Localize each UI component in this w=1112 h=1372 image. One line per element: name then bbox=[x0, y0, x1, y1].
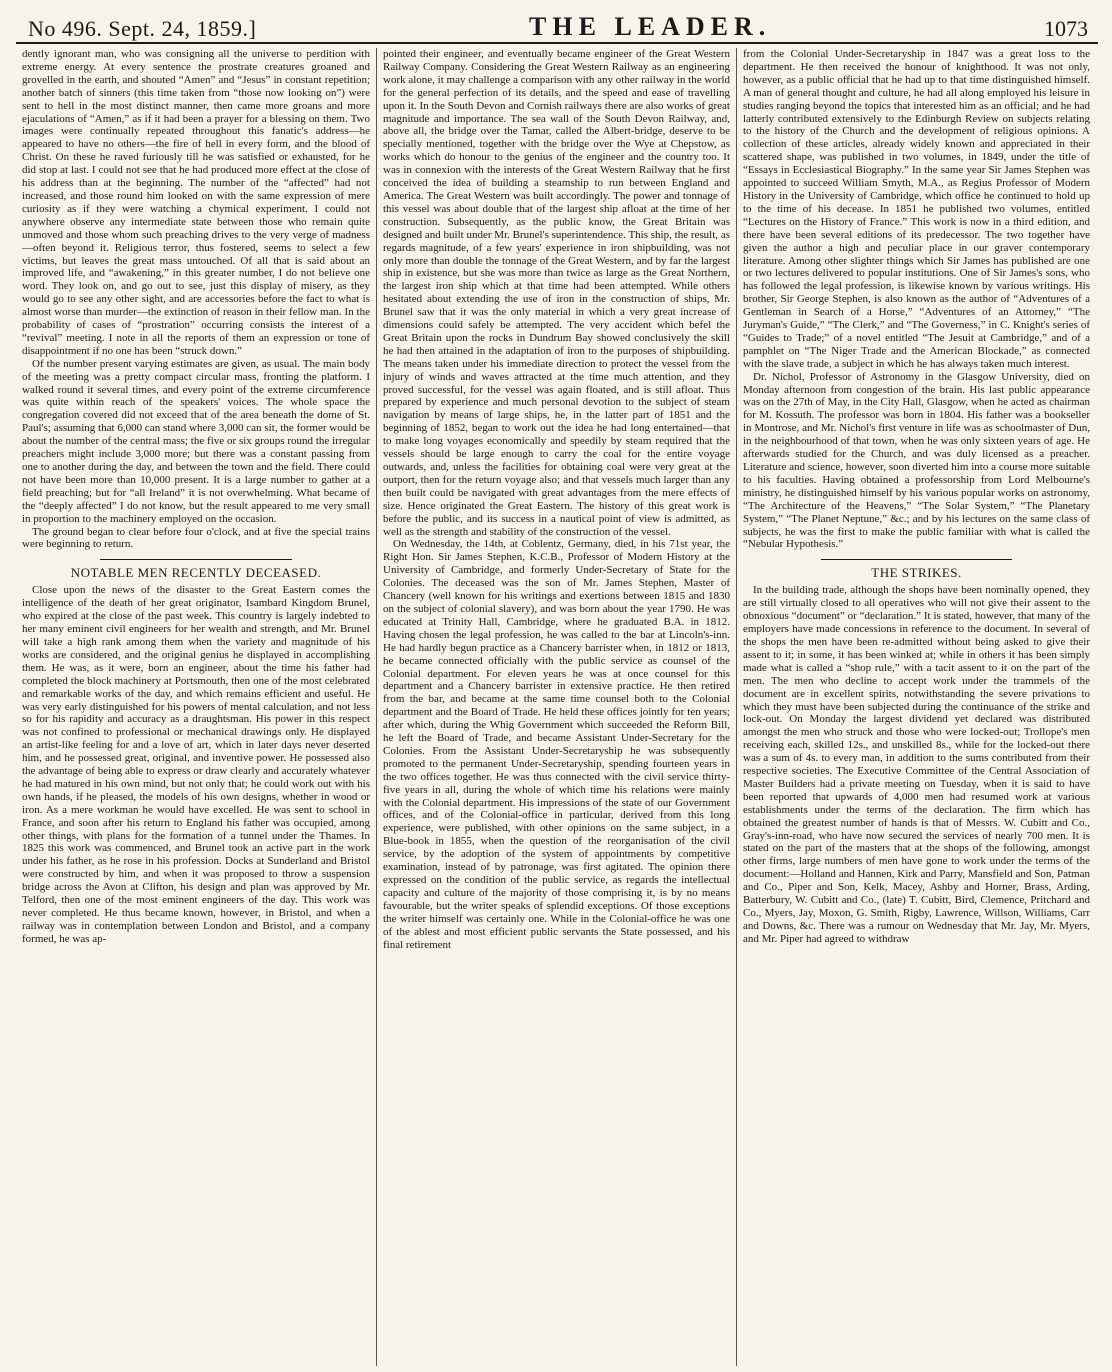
page-number: 1073 bbox=[1044, 16, 1088, 41]
columns bbox=[16, 48, 1098, 1366]
divider bbox=[821, 559, 1012, 560]
paragraph: In the building trade, although the shops have been nominally opened, they are still virtually closed to all operatives who will not give their assent to the obnoxious “document” or “declaration.” It is stated, however, that many of the employers have made concessions in reference to the document. In several of the shops the men have been re-admitted without being asked to give their assent to it; in some, it has been winked at; while in others it has been simply made what is called a “shop rule,” with a tacit assent to it on the part of the men. The men who decline to accept work under the trammels of the document are in excellent spirits, notwithstanding the severe privations to which they must have been subjected during the continuance of the strike and lock-out. On Monday the largest dividend yet declared was distributed amongst the men who struck and those who were locked-out; Trollope's men receiving each, skilled 12s., and unskilled 8s., while for the locked-out there was a sum of 4s. to every man, in addition to the sums contributed from their respective societies. The Executive Committee of the Central Association of Master Builders had a private meeting on Tuesday, when it is said to have been reported that upwards of 4,000 men had resumed work at various establishments under the terms of the declaration. The firm which has obtained the greatest number of hands is that of Messrs. W. Cubitt and Co., Gray's-inn-road, who have now secured the services of nearly 700 men. It is stated on the part of the masters that at the shops of the following, amongst other firms, large numbers of men have gone to work under the terms of the document:—Holland and Hannen, Kirk and Parry, Mansfield and Son, Patman and Co., Piper and Son, Kelk, Macey, Ashby and Horner, Brass, Arding, Batterbury, W. Cubitt and Co., (late) T. Cubitt, Bird, Clemence, Pritchard and Co., Myers, Jay, Moxon, G. Smith, Rigby, Lawrence, Willson, Williams, Carr and Downs, &c. There was a rumour on Wednesday that Mr. Jay, Mr. Myers, and Mr. Piper had agreed to withdraw bbox=[743, 584, 1090, 945]
paragraph: from the Colonial Under-Secretaryship in 1847 was a great loss to the department. He then received the honour of knighthood. It was not only, however, as a public official that he had up to that time distinguished himself. A man of general thought and culture, he had all along employed his leisure in studies ranging beyond the topics that interested him as an official; and he had latterly contributed extensively to the Edinburgh Review on subjects relating to the history of the Church and the development of religious opinions. A collection of these articles, already widely known and appreciated in their scattered shape, was published in two volumes, in 1849, under the title of “Essays in Ecclesiastical Biography.” In the same year Sir James Stephen was appointed to succeed William Smyth, M.A., as Regius Professor of Modern History in the University of Cambridge, which office he continued to hold up to the time of his decease. In 1851 he published two volumes, entitled “Lectures on the History of France.” This work is now in a third edition, and there have been several editions of its predecessor. The two together have given the author a high and peculiar place in our graver contemporary literature. Among other slighter things which Sir James has published are one or two lectures delivered to popular institutions. One of Sir James's sons, who has followed the legal profession, is likewise known by various writings. His brother, Sir George Stephen, is also known as the author of “Adventures of a Gentleman in Search of a Horse,” “Adventures of an Attorney,” “The Juryman's Guide,” “The Clerk,” and “The Governess,” in C. Knight's series of “Guides to Trade;” of a novel entitled “The Jesuit at Cambridge,” and of a pamphlet on “The Niger Trade and the American Blockade,” as connected with the slave trade, a subject in which he has always taken much interest. bbox=[743, 48, 1090, 370]
column-2 bbox=[376, 48, 736, 1366]
paragraph: The ground began to clear before four o'clock, and at five the special trains were beginning to return. bbox=[22, 525, 370, 551]
column-1 bbox=[16, 48, 376, 1366]
masthead-title: THE LEADER. bbox=[529, 12, 772, 41]
paragraph: dently ignorant man, who was consigning all the universe to perdition with extreme energy. At every sentence the prostrate creatures groaned and grovelled in the earth, and shouted “Amen” and “Jesus” in constant repetition; another batch of sinners (this time taken from “those now looking on”) were sent to hell in the most distinct manner, then came more groans and more ejaculations of “Amen,” as if it had been a prayer for a blessing on them. Two images were continually repeated throughout this fanatic's address—he appeared to have no others—the fire of hell in every form, and the blood of Christ. On these he raved furiously till he was satisfied or exhausted, for he did stop at last. I could not see that he had produced more effect at the close of his address than at the beginning. The number of the “affected” had not increased, and those round him looked on with the same expression of mere curiosity as if they were watching a chymical experiment. I could not anywhere observe any intermediate state between those who remain quite unmoved and those whom such preaching drives to the very verge of madness—often beyond it. Religious terror, thus fostered, seems to select a few victims, but leaves the great mass untouched. Of all that is said about an improved life, and “awakening,” in this greater number, I do not believe one word. They look on, and go out to see, just this display of misery, as they would go to see any other sight, and are accessories before the fact to what is almost worse than murder—the extinction of reason in their fellow man. In the probability of cases of “prostration” occurring consists the interest of a “revival” meeting. I note in all the reports of them an expression or tone of disappointment if no one has been “struck down.” bbox=[22, 48, 370, 357]
column-3 bbox=[736, 48, 1096, 1366]
issue-date: No 496. Sept. 24, 1859.] bbox=[28, 16, 257, 41]
page-header bbox=[16, 8, 1098, 44]
paragraph: Dr. Nichol, Professor of Astronomy in the Glasgow University, died on Monday afternoon from congestion of the brain. His last public appearance was on the 27th of May, in the City Hall, Glasgow, when he acted as chairman for M. Kossuth. The professor was born in 1804. His father was a bookseller in Montrose, and Mr. Nichol's first venture in life was as schoolmaster of Dun, in the neighbourhood of that town, when he was only sixteen years of age. He afterwards studied for the Church, and was duly licensed as a preacher. Literature and science, however, soon diverted him into a course more suitable to his faculties. Having obtained a professorship from Lord Melbourne's ministry, he distinguished himself by his various popular works on astronomy, “The Architecture of the Heavens,” “The Solar System,” “The Planetary System,” “The Planet Neptune,” &c.; and by his lectures on the same class of subjects, he was the first to make the public familiar with what is called the “Nebular Hypothesis.” bbox=[743, 370, 1090, 551]
paragraph: pointed their engineer, and eventually became engineer of the Great Western Railway Company. Considering the Great Western Railway as an engineering work alone, it may challenge a comparison with any other railway in the world for the general perfection of its details, and the speed and ease of travelling upon it. In the South Devon and Cornish railways there are also works of great magnitude and importance. The sea wall of the South Devon Railway, and, above all, the bridge over the Tamar, called the Albert-bridge, deserve to be specially mentioned, together with the bridge over the Wye at Chepstow, as works which do honour to the genius of the engineer and the country too. It was in connexion with the interests of the Great Western Railway that he first conceived the idea of building a steamship to run between England and America. The Great Western was built accordingly. The power and tonnage of this vessel was about double that of the largest ship afloat at the time of her construction. Subsequently, as the public know, the Great Britain was designed and built under Mr. Brunel's superintendence. This ship, the result, as regards magnitude, of a few years' experience in iron shipbuilding, was not only more than double the tonnage of the Great Western, and by far the largest ship in existence, but she was more than twice as large as the Great Northern, the largest iron ship which at that time had been attempted. While others hesitated about extending the use of iron in the construction of ships, Mr. Brunel saw that it was the only material in which a very great increase of dimensions could safely be attempted. The very accident which befel the Great Britain upon the rocks in Dundrum Bay showed conclusively the skill he had then attained in the adaptation of iron to the purposes of shipbuilding. The means taken under his immediate direction to protect the vessel from the injury of winds and waves attracted at the time much attention, and they proved successful, for the vessel was again floated, and is still afloat. Thus prepared by experience and much personal devotion to the subject of steam navigation by means of large ships, he, in the latter part of 1851 and the beginning of 1852, began to work out the idea he had long entertained—that to make long voyages economically and speedily by steam required that the vessels should be large enough to carry the coal for the entire voyage outwards, and, unless the facilities for obtaining coal were very great at the outport, then for the return voyage also; and that vessels much larger than any then built could be navigated with great advantages from the mere effects of size. Hence originated the Great Eastern. The history of this great work is before the public, and its success in a nautical point of view is admitted, as well as the strength and stability of the construction of the vessel. bbox=[383, 48, 731, 538]
section-heading: THE STRIKES. bbox=[871, 565, 962, 581]
divider bbox=[100, 559, 291, 560]
paragraph: Close upon the news of the disaster to the Great Eastern comes the intelligence of the death of her great originator, Isambard Kingdom Brunel, who expired at the close of the past week. This country is largely indebted to her many eminent civil engineers for her wealth and strength, and Mr. Brunel will take a high rank among them when the variety and magnitude of his works are considered, and the original genius he displayed in accomplishing them. He was, as it were, born an engineer, about the time his father had completed the block machinery at Portsmouth, then one of the most celebrated and remarkable works of the day, and which remains efficient and useful. He was very early distinguished for his powers of mental calculation, and not less so for his rapidity and accuracy as a draughtsman. His power in this respect was not confined to professional or mechanical drawings only. He displayed an artist-like feeling for and a love of art, which in later days never deserted him, and he possessed great, original, and inventive power. He possessed also the advantage of being able to express or draw clearly and accurately whatever he had matured in his own mind, but not only that; he could work out with his own hands, if he pleased, the models of his own designs, whether in wood or iron. As a mere workman he would have excelled. He was sent to school in France, and soon after his return to England his father was occupied, among other things, with plans for the formation of a tunnel under the Thames. In 1825 this work was commenced, and Brunel took an active part in the work under his father, as he rose in his profession. Docks at Sunderland and Bristol were constructed by him, and when it was proposed to throw a suspension bridge across the Avon at Clifton, his design and plan was approved by Mr. Telford, then one of the most eminent engineers of the day. This work was never completed. He thus became known, however, in Bristol, and when a railway was in contemplation between London and Bristol, and a company formed, he was ap- bbox=[22, 584, 370, 945]
paragraph: Of the number present varying estimates are given, as usual. The main body of the meeting was a pretty compact circular mass, fronting the platform. I walked round it several times, and every point of the extreme circumference was quite within reach of the speakers' voices. The whole space the congregation covered did not exceed that of the area beneath the dome of St. Paul's; assuming that 6,000 can stand where 3,000 can sit, the former would be about the number of the central mass; the five or six groups round the irregular preachers might include 3,000 more; but there was a constant passing from one to another during the day, and between the town and the field. There could not have been more than 10,000 present. It is a large number to gather at a field preaching; but for “all Ireland” it is not overwhelming. What became of the “deeply affected” I do not know, but the result appeared to me very small in proportion to the machinery employed on the occasion. bbox=[22, 357, 370, 525]
section-heading: NOTABLE MEN RECENTLY DECEASED. bbox=[70, 565, 322, 581]
paragraph: On Wednesday, the 14th, at Coblentz, Germany, died, in his 71st year, the Right Hon. Sir James Stephen, K.C.B., Professor of Modern History at the University of Cambridge, and formerly Under-Secretary of State for the Colonies. The deceased was the son of Mr. James Stephen, Master of Chancery (well known for his writings and exertions between 1815 and 1830 on the subject of colonial slavery), and was born about the year 1790. He was educated at Trinity Hall, Cambridge, where he graduated B.A. in 1812. Having chosen the legal profession, he was called to the bar at Lincoln's-inn. He had hardly begun practice as a Chancery barrister when, in 1812 or 1813, he became connected officially with the public service as counsel of the Colonial department. For eleven years he was at once counsel for this department and a Chancery barrister in extensive practice. He then retired from the bar, and became at the same time counsel both to the Colonial department and the Board of Trade. He held these offices jointly for ten years; after which, during the Whig Government which succeeded the Reform Bill, he left the Board of Trade, and became Assistant Under-Secretary for the Colonies. From the Assistant Under-Secretaryship he was subsequently promoted to the permanent Under-Secretaryship, spending fourteen years in the two offices together. He was thus connected with the civil service thirty-five years in all, during the whole of which time his relations were mainly with the Colonial department. His impressions of the state of our Government offices, and of the Colonial-office in particular, derived from this long experience, were published, with other opinions on the same subject, in a Blue-book in 1855, when the question of the reorganisation of the civil service, by the adoption of the system of appointments by competitive examination, instead of by patronage, was first agitated. The opinion there expressed on the condition of the public service, as regards the intellectual capacity and culture of the majority of those comprising it, is by no means favourable, but the writer speaks of splendid exceptions. Of those exceptions the writer himself was certainly one. While in the Colonial-office he was one of the ablest and most efficient public servants the State possessed, and his final retirement bbox=[383, 538, 730, 951]
